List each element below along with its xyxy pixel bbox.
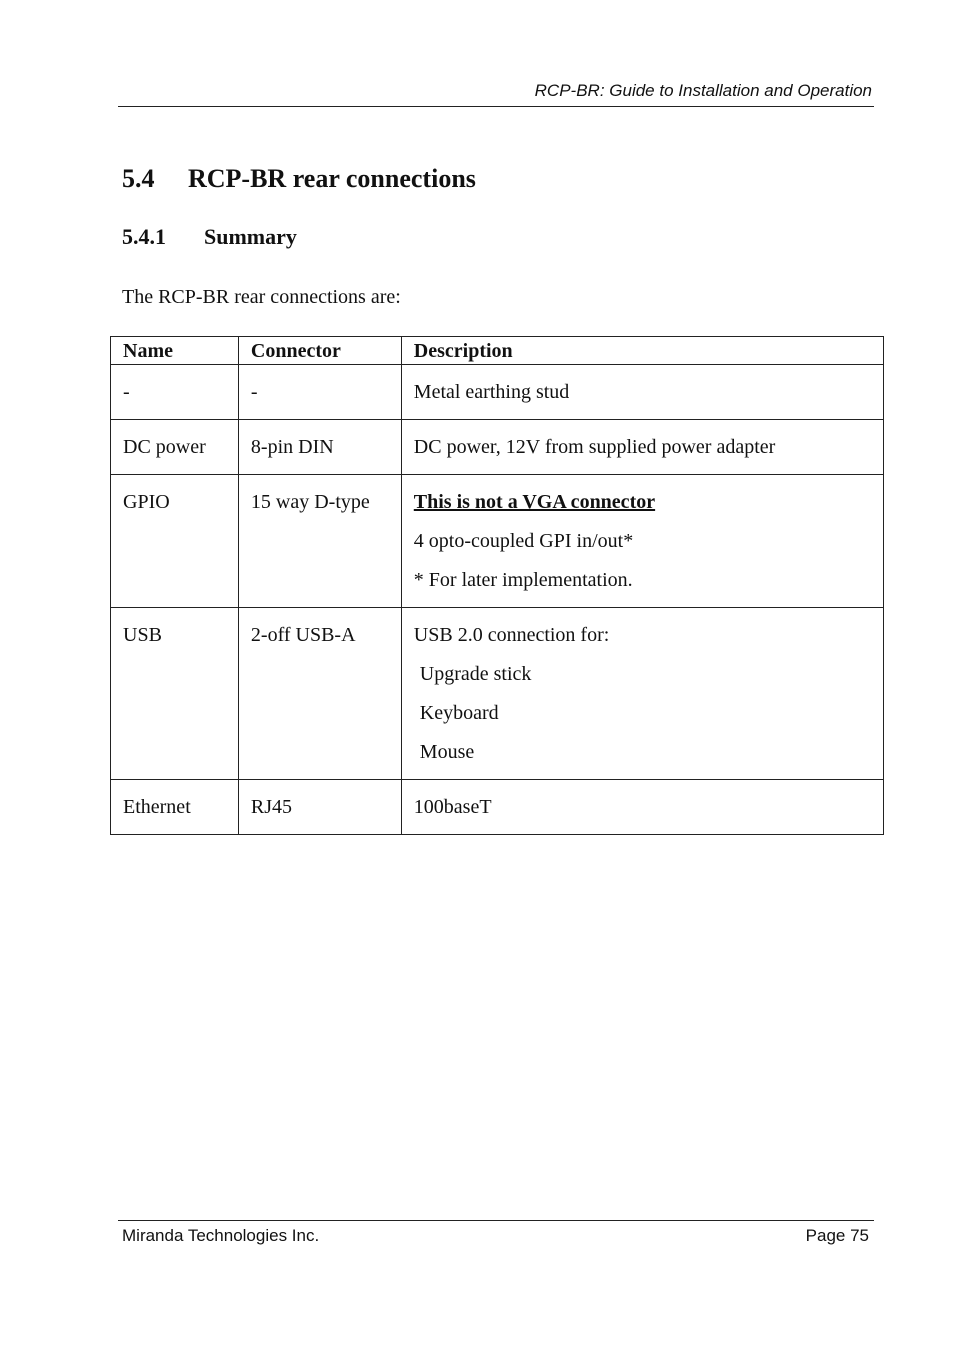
intro-paragraph: The RCP-BR rear connections are: [122,286,401,308]
column-header-connector: Connector [238,337,401,365]
section-heading [122,162,476,196]
footnote-line: * For later implementation. [413,569,633,591]
description-line: 4 opto-coupled GPI in/out* [413,530,634,552]
table-row [111,780,884,835]
description-line: Metal earthing stud [413,381,570,403]
running-header-title: RCP-BR: Guide to Installation and Operation [534,81,872,100]
cell-connector: RJ45 [238,780,401,835]
cell-connector: 15 way D-type [238,475,401,608]
table-row [111,365,884,420]
description-line: 100baseT [413,796,492,818]
warning-note: This is not a VGA connector [413,491,656,513]
description-line: DC power, 12V from supplied power adapter [413,436,776,458]
table-header-row [111,337,884,365]
table-row [111,608,884,780]
cell-description [401,475,883,608]
column-header-description: Description [401,337,883,365]
list-item: Mouse [419,741,475,763]
table-row [111,420,884,475]
cell-connector: - [238,365,401,420]
cell-name: DC power [111,420,239,475]
cell-description [401,608,883,780]
running-header [118,80,874,107]
list-item: Keyboard [419,702,499,724]
table-row [111,475,884,608]
cell-description [401,365,883,420]
subsection-title: Summary [204,224,297,249]
section-number: 5.4 [122,164,155,193]
cell-connector: 2-off USB-A [238,608,401,780]
list-item: Upgrade stick [419,663,532,685]
cell-connector: 8-pin DIN [238,420,401,475]
cell-name: GPIO [111,475,239,608]
footer-page-number: Page 75 [805,1226,869,1245]
subsection-number: 5.4.1 [122,224,166,249]
footer-company: Miranda Technologies Inc. [122,1226,320,1245]
section-title: RCP-BR rear connections [188,164,476,193]
rear-connections-table [110,336,884,835]
column-header-name: Name [111,337,239,365]
cell-name: - [111,365,239,420]
description-line: USB 2.0 connection for: [413,624,610,646]
running-footer [118,1220,874,1245]
cell-description [401,780,883,835]
cell-description [401,420,883,475]
cell-name: USB [111,608,239,780]
subsection-heading [122,222,297,252]
cell-name: Ethernet [111,780,239,835]
